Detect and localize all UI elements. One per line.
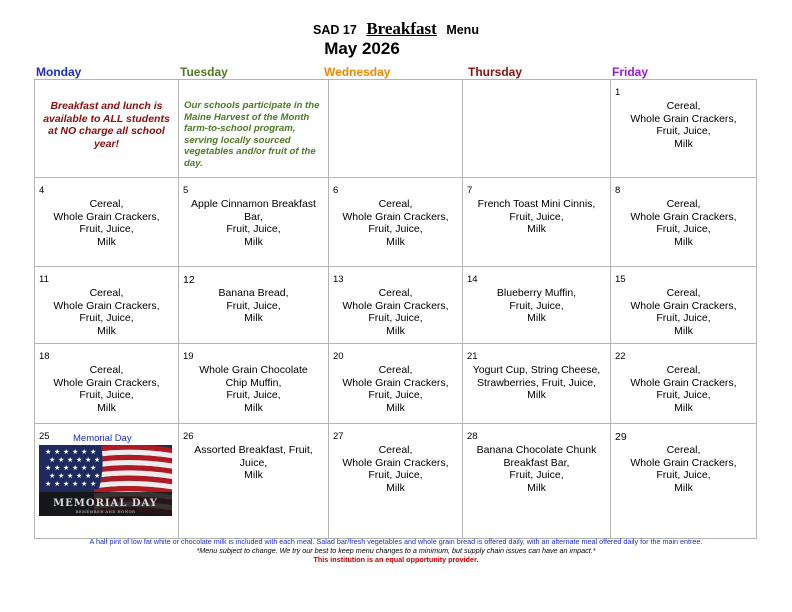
weekday-friday: Friday: [612, 65, 649, 79]
menu-item-line: Milk: [244, 312, 263, 325]
svg-text:★: ★: [94, 456, 101, 464]
menu-item-line: Cereal,: [666, 198, 701, 210]
menu-item-line: Strawberries, Fruit, Juice,: [476, 376, 597, 389]
svg-text:★: ★: [54, 480, 61, 488]
calendar-day-cell: [329, 344, 463, 424]
flag-title-text: MEMORIAL DAY: [53, 498, 158, 509]
menu-item-line: Whole Grain Crackers,: [53, 376, 160, 389]
day-number: 25: [39, 431, 50, 442]
day-number: 4: [39, 185, 45, 196]
day-number: 13: [333, 274, 344, 285]
svg-text:★: ★: [58, 456, 65, 464]
svg-text:★: ★: [54, 464, 61, 472]
menu-item-line: Milk: [386, 324, 405, 337]
menu-item-line: Fruit, Juice,: [226, 223, 281, 236]
svg-text:★: ★: [72, 448, 79, 456]
calendar-day-cell: [611, 344, 757, 424]
menu-item-line: Fruit, Juice,: [79, 223, 134, 236]
day-number: 6: [333, 185, 339, 196]
menu-items: [181, 287, 326, 325]
menu-item-line: Cereal,: [89, 364, 124, 376]
menu-item-line: Juice,: [239, 456, 268, 469]
svg-text:★: ★: [45, 464, 52, 472]
calendar-week-row: [35, 424, 757, 539]
menu-item-line: Milk: [674, 137, 693, 150]
menu-item-line: Milk: [386, 481, 405, 494]
district-label: SAD 17: [313, 23, 357, 37]
menu-items: [181, 444, 326, 482]
menu-items: [613, 198, 754, 248]
svg-text:★: ★: [72, 464, 79, 472]
day-number: 22: [615, 351, 626, 362]
calendar-day-cell: [463, 424, 611, 539]
calendar-day-cell: [463, 178, 611, 267]
menu-item-line: Breakfast Bar,: [503, 456, 570, 469]
calendar-week-row: [35, 344, 757, 424]
calendar-day-cell: [35, 344, 179, 424]
menu-item-line: Milk: [527, 389, 546, 402]
menu-items: [465, 364, 608, 402]
menu-item-line: Fruit, Juice,: [656, 125, 711, 138]
menu-item-line: Fruit, Juice,: [226, 299, 281, 312]
menu-item-line: Milk: [674, 401, 693, 414]
day-number: 18: [39, 351, 50, 362]
weekday-tuesday: Tuesday: [180, 65, 228, 79]
menu-label: Menu: [446, 23, 479, 37]
menu-items: [613, 364, 754, 414]
svg-text:★: ★: [45, 448, 52, 456]
weekday-monday: Monday: [36, 65, 82, 79]
menu-item-line: Milk: [97, 401, 116, 414]
svg-text:★: ★: [67, 456, 74, 464]
calendar-day-cell: [35, 80, 179, 178]
menu-items: [613, 287, 754, 337]
day-number: 29: [615, 431, 627, 443]
calendar-week-row: [35, 80, 757, 178]
menu-item-line: Cereal,: [89, 287, 124, 299]
calendar-day-cell: [463, 267, 611, 344]
menu-item-line: Cereal,: [378, 198, 413, 210]
menu-items: [613, 100, 754, 150]
calendar-day-cell: [611, 267, 757, 344]
day-number: 8: [615, 185, 621, 196]
calendar-day-cell: [329, 178, 463, 267]
menu-item-line: Fruit, Juice,: [368, 312, 423, 325]
calendar-day-cell: [179, 424, 329, 539]
menu-item-line: Whole Grain Crackers,: [630, 210, 737, 223]
menu-item-line: Cereal,: [666, 100, 701, 112]
harvest-of-month-note: Our schools participate in the Maine Harvest of the Month farm-to-school program, serving locally sourced vegetables and/or fruit of the day.: [184, 100, 320, 169]
calendar-day-cell: [463, 344, 611, 424]
menu-item-line: Milk: [386, 235, 405, 248]
menu-item-line: Bar,: [244, 210, 263, 223]
svg-text:★: ★: [90, 448, 97, 456]
day-number: 26: [183, 431, 194, 442]
calendar-week-row: [35, 178, 757, 267]
weekday-wednesday: Wednesday: [324, 65, 391, 79]
svg-text:★: ★: [85, 456, 92, 464]
menu-item-line: Cereal,: [378, 287, 413, 299]
svg-text:★: ★: [63, 448, 70, 456]
menu-item-line: Fruit, Juice,: [226, 389, 281, 402]
menu-items: [37, 287, 176, 337]
calendar-day-cell: [329, 80, 463, 178]
calendar-day-cell: [611, 424, 757, 539]
menu-item-line: Fruit, Juice,: [79, 312, 134, 325]
svg-text:★: ★: [81, 464, 88, 472]
meal-type-label: Breakfast: [366, 19, 437, 38]
day-number: 28: [467, 431, 478, 442]
day-number: 19: [183, 351, 194, 362]
menu-item-line: Milk: [97, 324, 116, 337]
menu-item-line: Assorted Breakfast, Fruit,: [194, 444, 313, 456]
menu-item-line: Whole Grain Crackers,: [630, 112, 737, 125]
flag-subtitle-text: REMEMBER AND HONOR: [75, 510, 136, 514]
svg-text:★: ★: [81, 480, 88, 488]
day-number: 21: [467, 351, 478, 362]
svg-text:★: ★: [45, 480, 52, 488]
calendar-day-cell: [35, 267, 179, 344]
svg-text:★: ★: [49, 472, 56, 480]
free-meals-note: Breakfast and lunch is available to ALL students at NO charge all school year!: [43, 100, 170, 150]
calendar-grid: [34, 79, 757, 539]
menu-item-line: Apple Cinnamon Breakfast: [191, 198, 316, 210]
menu-items: [181, 364, 326, 414]
menu-item-line: Blueberry Muffin,: [496, 287, 577, 299]
svg-text:★: ★: [58, 472, 65, 480]
svg-text:★: ★: [72, 480, 79, 488]
menu-item-line: Chip Muffin,: [225, 376, 282, 389]
menu-item-line: Banana Bread,: [218, 287, 289, 299]
holiday-label: Memorial Day: [73, 433, 132, 444]
calendar-day-cell: [329, 267, 463, 344]
menu-item-line: Milk: [244, 235, 263, 248]
menu-item-line: Whole Grain Chocolate: [199, 364, 308, 376]
menu-item-line: Cereal,: [666, 444, 701, 456]
menu-item-line: Fruit, Juice,: [509, 299, 564, 312]
weekday-thursday: Thursday: [468, 65, 523, 79]
day-number: 14: [467, 274, 478, 285]
calendar-day-cell: [179, 80, 329, 178]
menu-item-line: Fruit, Juice,: [656, 469, 711, 482]
menu-item-line: Fruit, Juice,: [656, 312, 711, 325]
menu-item-line: Cereal,: [666, 364, 701, 376]
menu-item-line: Milk: [527, 481, 546, 494]
calendar-week-row: [35, 267, 757, 344]
menu-item-line: Milk: [97, 235, 116, 248]
calendar-day-cell: [463, 80, 611, 178]
menu-item-line: Fruit, Juice,: [656, 389, 711, 402]
month-title: May 2026: [324, 39, 400, 58]
menu-item-line: Banana Chocolate Chunk: [476, 444, 597, 456]
svg-text:★: ★: [81, 448, 88, 456]
calendar-day-cell: [611, 80, 757, 178]
menu-item-line: Whole Grain Crackers,: [630, 376, 737, 389]
menu-item-line: Whole Grain Crackers,: [630, 456, 737, 469]
svg-text:★: ★: [90, 464, 97, 472]
calendar-day-cell: [179, 344, 329, 424]
menu-items: [613, 444, 754, 494]
menu-item-line: Milk: [527, 223, 546, 236]
day-number: 5: [183, 185, 189, 196]
menu-item-line: Fruit, Juice,: [509, 210, 564, 223]
menu-item-line: Yogurt Cup, String Cheese,: [472, 364, 601, 376]
menu-item-line: Cereal,: [89, 198, 124, 210]
menu-items: [465, 444, 608, 494]
menu-items: [331, 364, 460, 414]
menu-item-line: Milk: [674, 235, 693, 248]
milk-note: A half pint of low fat white or chocolate milk is included with each meal. Salad bar/fresh vegetables and whole grain bread is offered daily, with an alternate meal offered daily for the main entree.: [89, 537, 703, 546]
menu-item-line: Milk: [527, 312, 546, 325]
menu-item-line: Milk: [244, 469, 263, 482]
svg-text:★: ★: [49, 456, 56, 464]
menu-change-note: *Menu subject to change. We try our best to keep menu changes to a minimum, but supply chain issues can have an impact.*: [196, 546, 596, 555]
menu-items: [37, 364, 176, 414]
calendar-day-cell: [179, 267, 329, 344]
menu-item-line: Whole Grain Crackers,: [53, 210, 160, 223]
menu-items: [331, 444, 460, 494]
calendar-day-cell: [35, 424, 179, 539]
menu-item-line: Whole Grain Crackers,: [342, 456, 449, 469]
menu-item-line: Fruit, Juice,: [368, 389, 423, 402]
menu-items: [37, 198, 176, 248]
menu-item-line: French Toast Mini Cinnis,: [477, 198, 596, 210]
calendar-day-cell: [35, 178, 179, 267]
svg-text:★: ★: [76, 472, 83, 480]
menu-item-line: Whole Grain Crackers,: [53, 299, 160, 312]
menu-item-line: Cereal,: [378, 444, 413, 456]
menu-item-line: Fruit, Juice,: [79, 389, 134, 402]
svg-text:★: ★: [90, 480, 97, 488]
equal-opportunity-note: This institution is an equal opportunity provider.: [313, 555, 479, 564]
day-number: 12: [183, 274, 195, 286]
menu-items: [331, 198, 460, 248]
menu-item-line: Whole Grain Crackers,: [630, 299, 737, 312]
menu-item-line: Milk: [244, 401, 263, 414]
calendar-day-cell: [611, 178, 757, 267]
day-number: 27: [333, 431, 344, 442]
menu-title-line: [0, 19, 792, 39]
menu-items: [465, 198, 608, 236]
menu-items: [465, 287, 608, 325]
svg-text:★: ★: [94, 472, 101, 480]
day-number: 11: [39, 274, 49, 285]
memorial-day-flag-image: [39, 445, 172, 516]
menu-item-line: Fruit, Juice,: [656, 223, 711, 236]
menu-item-line: Cereal,: [666, 287, 701, 299]
menu-items: [331, 287, 460, 337]
menu-item-line: Milk: [674, 481, 693, 494]
day-number: 1: [615, 87, 621, 98]
calendar-day-cell: [329, 424, 463, 539]
calendar-day-cell: [179, 178, 329, 267]
menu-item-line: Whole Grain Crackers,: [342, 376, 449, 389]
svg-text:★: ★: [67, 472, 74, 480]
menu-item-line: Whole Grain Crackers,: [342, 299, 449, 312]
svg-text:★: ★: [85, 472, 92, 480]
menu-item-line: Fruit, Juice,: [368, 223, 423, 236]
svg-text:★: ★: [76, 456, 83, 464]
menu-item-line: Whole Grain Crackers,: [342, 210, 449, 223]
menu-item-line: Fruit, Juice,: [368, 469, 423, 482]
menu-item-line: Cereal,: [378, 364, 413, 376]
svg-text:★: ★: [63, 464, 70, 472]
svg-text:★: ★: [54, 448, 61, 456]
menu-item-line: Milk: [674, 324, 693, 337]
day-number: 15: [615, 274, 626, 285]
menu-item-line: Milk: [386, 401, 405, 414]
menu-items: [181, 198, 326, 248]
menu-item-line: Fruit, Juice,: [509, 469, 564, 482]
day-number: 20: [333, 351, 344, 362]
svg-text:★: ★: [63, 480, 70, 488]
day-number: 7: [467, 185, 473, 196]
